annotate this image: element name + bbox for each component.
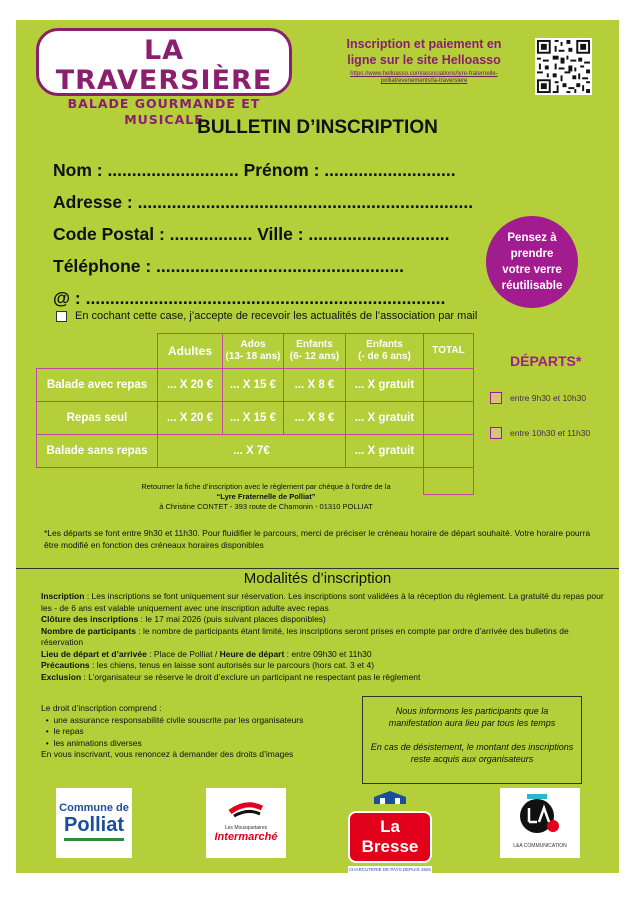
cell-r2-enfants[interactable]: ... X 8 € (284, 402, 346, 435)
adresse-field[interactable]: Adresse : ..................................................................... (53, 192, 474, 212)
sponsor-labresse-line2: CHARCUTERIE DE PAYS DEPUIS 1926 (349, 867, 431, 872)
depart-option-2[interactable] (490, 427, 590, 439)
cell-r1-adultes[interactable]: ... X 20 € (158, 369, 223, 402)
cell-r2-petits[interactable]: ... X gratuit (346, 402, 424, 435)
cell-r1-total[interactable] (424, 369, 474, 402)
sponsor-polliat-logo (56, 788, 132, 858)
info-refund: En cas de désistement, le montant des inscriptions reste acquis aux organisateurs (370, 742, 574, 764)
header-ados: Ados (13- 18 ans) (223, 334, 284, 369)
qr-code-icon[interactable] (535, 38, 592, 95)
sponsor-polliat-line2: Polliat (63, 814, 124, 836)
row-label-repas-seul: Repas seul (37, 402, 158, 435)
header-petits: Enfants (- de 6 ans) (346, 334, 424, 369)
departs-note: *Les départs se font entre 9h30 et 11h30. Pour fluidifier le parcours, merci de préciser le créneau horaire de départ souhaité. Votre horaire pourra être modifié en fonction des créneaux horaires disponibles (44, 528, 591, 550)
modalite-precautions: Précautions : les chiens, tenus en laisse sont autorisés sur le parcours (hors cat. 3 et 4) (41, 660, 375, 670)
badge-line-4: réutilisable (501, 280, 563, 292)
droit-bullet-2: • le repas (41, 726, 84, 736)
modalite-cloture: Clôture des inscriptions : le 17 mai 2026 (puis suivant places disponibles) (41, 614, 326, 624)
droit-bullet-1: • une assurance responsabilité civile souscrite par les organisateurs (41, 714, 304, 725)
modalite-inscription: Inscription : Les inscriptions se font uniquement sur réservation. Les inscriptions sont validées à la réception du règlement. La gratuité du repas pour les - de 6 ans est valable uniquement avec une inscription adulte avec repas (41, 591, 604, 613)
intermarche-swoosh-icon (226, 798, 266, 820)
sponsor-intermarche-logo (206, 788, 286, 858)
info-weather: Nous informons les participants que la manifestation aura lieu par tous les temps (388, 706, 556, 728)
cell-r1-ados[interactable]: ... X 15 € (223, 369, 284, 402)
retour-line-1: Retourner la fiche d’inscription avec le règlement par chèque à l’ordre de la (141, 482, 391, 491)
table-corner (37, 334, 158, 369)
code-postal-ville-field[interactable]: Code Postal : ................. Ville : ............................. (53, 224, 450, 244)
modalite-lieu: Lieu de départ et d’arrivée : Place de Polliat / Heure de départ : entre 09h30 et 11h30 (41, 648, 372, 659)
consent-row (56, 310, 477, 322)
depart-checkbox-1[interactable] (490, 392, 502, 404)
modalites-text (41, 591, 606, 683)
return-instructions (66, 482, 466, 512)
cell-r3-petits[interactable]: ... X gratuit (346, 435, 424, 468)
la-communication-icon (517, 792, 563, 838)
badge-line-2: prendre (510, 248, 554, 260)
depart-label-1: entre 9h30 et 10h30 (510, 393, 587, 403)
row-label-balade-sans-repas: Balade sans repas (37, 435, 158, 468)
reusable-cup-badge (486, 216, 578, 308)
logo-title: LA TRAVERSIÈRE (55, 35, 273, 96)
info-box (362, 696, 582, 784)
telephone-field[interactable]: Téléphone : ................................................... (53, 256, 405, 276)
header-enfants: Enfants (6- 12 ans) (284, 334, 346, 369)
section-divider (16, 568, 619, 569)
consent-checkbox[interactable] (56, 311, 67, 322)
droit-intro: Le droit d’inscription comprend : (41, 703, 162, 713)
labresse-house-icon (370, 790, 410, 806)
logo-subtitle: BALADE GOURMANDE ET MUSICALE (67, 96, 261, 127)
hello-line-2: ligne sur le site Helloasso (347, 53, 501, 67)
form-title: BULLETIN D’INSCRIPTION (197, 117, 438, 138)
sponsor-labresse-logo (344, 788, 436, 872)
sponsor-labresse-line1: La Bresse (348, 811, 432, 863)
row-label-balade-repas: Balade avec repas (37, 369, 158, 402)
sponsor-la-communication-logo (500, 788, 580, 858)
cell-r2-ados[interactable]: ... X 15 € (223, 402, 284, 435)
event-logo (36, 28, 292, 127)
badge-line-1: Pensez à (507, 232, 557, 244)
pricing-table (36, 333, 474, 495)
email-field[interactable]: @ : .......................................................................... (53, 288, 446, 308)
badge-line-3: votre verre (502, 264, 562, 276)
nom-prenom-field[interactable]: Nom : ........................... Prénom : ........................... (53, 160, 456, 180)
retour-line-2: “Lyre Fraternelle de Polliat” (216, 492, 316, 501)
header-total: TOTAL (424, 334, 474, 369)
cell-r3-total[interactable] (424, 435, 474, 468)
depart-option-1[interactable] (490, 392, 586, 404)
cell-r2-adultes[interactable]: ... X 20 € (158, 402, 223, 435)
departs-title: DÉPARTS* (510, 353, 582, 369)
droit-outro: En vous inscrivant, vous renoncez à demander des droits d’images (41, 749, 294, 759)
modalites-title: Modalités d’inscription (243, 570, 392, 587)
depart-checkbox-2[interactable] (490, 427, 502, 439)
cell-r1-enfants[interactable]: ... X 8 € (284, 369, 346, 402)
cell-r1-petits[interactable]: ... X gratuit (346, 369, 424, 402)
depart-label-2: entre 10h30 et 11h30 (510, 428, 591, 438)
sponsor-polliat-line1: Commune de (59, 802, 129, 814)
sponsor-la-communication-text: L&A COMMUNICATION (513, 843, 567, 849)
droit-bullet-3: • les animations diverses (41, 737, 142, 748)
modalite-exclusion: Exclusion : L’organisateur se réserve le droit d’exclure un participant ne respectant pas le règlement (41, 671, 421, 682)
consent-label: En cochant cette case, j’accepte de recevoir les actualités de l’association par mail (75, 310, 478, 322)
helloasso-link[interactable]: https://www.helloasso.com/associations/lyre-fraternelle-polliat/evenements/la-traversiere (350, 71, 498, 84)
registration-sheet (16, 20, 619, 873)
helloasso-block (334, 36, 514, 85)
cell-r3-price[interactable]: ... X 7€ (158, 435, 346, 468)
droit-inscription (41, 703, 371, 761)
sponsor-intermarche-line2: Intermarché (214, 831, 278, 843)
cell-r2-total[interactable] (424, 402, 474, 435)
sponsor-intermarche-line1: Les Mousquetaires (224, 825, 268, 831)
hello-line-1: Inscription et paiement en (346, 37, 502, 51)
header-adultes: Adultes (158, 334, 223, 369)
modalite-participants: Nombre de participants : le nombre de participants étant limité, les inscriptions seront prises en compte par ordre d’arrivée des bulletins de réservation (41, 625, 569, 647)
polliat-underline (64, 838, 124, 841)
retour-line-3: à Christine CONTET - 393 route de Chamonin - 01310 POLLIAT (159, 502, 373, 511)
